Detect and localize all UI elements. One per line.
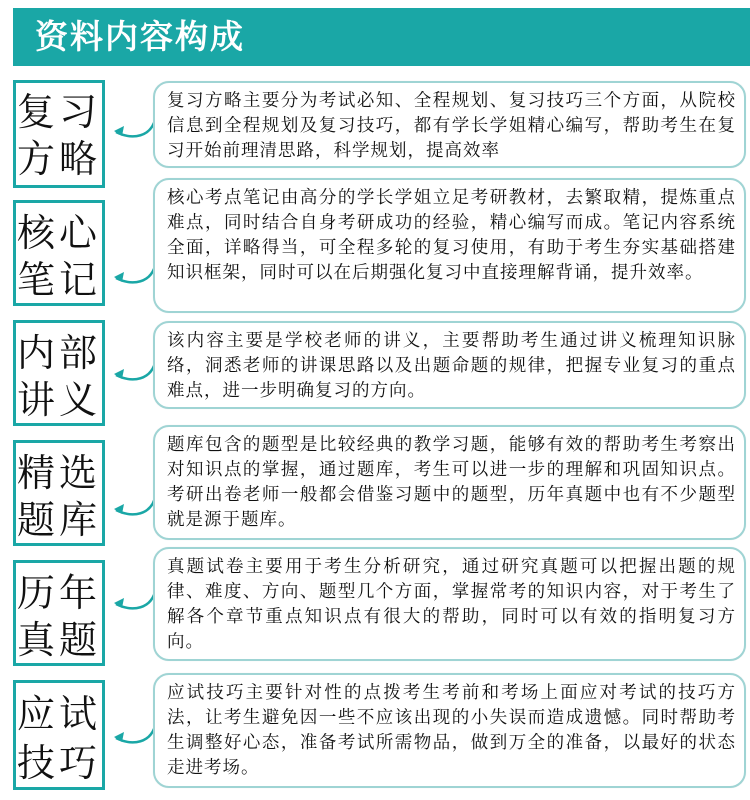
section-label-neibu-jiangyi: [13, 320, 105, 426]
section-label-line1: 历年: [16, 571, 101, 615]
section-description-text: 核心考点笔记由高分的学长学姐立足考研教材，去繁取精，提炼重点难点，同时结合自身考研成功的经验，精心编写而成。笔记内容系统全面，详略得当，可全程多轮的复习使用，有助于考生夯实基础搭建知识框架，同时可以在后期强化复习中直接理解背诵，提升效率。: [167, 188, 736, 283]
section-label-fuxi-fanglue: [13, 80, 105, 188]
section-label-jingxuan-tiku: [13, 440, 105, 546]
page-title: 资料内容构成: [35, 17, 245, 56]
section-label-line1: 核心: [16, 211, 101, 255]
section-label-line1: 内部: [16, 331, 101, 375]
section-label-line2: 真题: [16, 618, 101, 662]
section-label-hexin-biji: [13, 200, 105, 306]
section-description-box: [153, 673, 746, 788]
section-description-box: [153, 81, 746, 168]
section-label-yingshi-jiqiao: [13, 680, 105, 790]
section-description-box: [153, 178, 746, 313]
section-label-line1: 精选: [16, 451, 101, 495]
section-label-line1: 复习: [16, 90, 101, 134]
section-description-text: 题库包含的题型是比较经典的教学习题，能够有效的帮助考生考察出对知识点的掌握，通过题库，考生可以进一步的理解和巩固知识点。考研出卷老师一般都会借鉴习题中的题型，历年真题中也有不少题型就是源于题库。: [167, 435, 736, 530]
section-label-line2: 技巧: [16, 741, 101, 785]
section-label-line2: 讲义: [16, 378, 101, 422]
section-description-box: [153, 425, 746, 540]
section-description-text: 该内容主要是学校老师的讲义，主要帮助考生通过讲义梳理知识脉络，洞悉老师的讲课思路以及出题命题的规律，把握专业复习的重点难点，进一步明确复习的方向。: [167, 331, 736, 401]
section-description-text: 应试技巧主要针对性的点拨考生考前和考场上面应对考试的技巧方法，让考生避免因一些不应该出现的小失误而造成遗憾。同时帮助考生调整好心态，准备考试所需物品，做到万全的准备，以最好的状态走进考场。: [167, 683, 736, 778]
section-description-text: 复习方略主要分为考试必知、全程规划、复习技巧三个方面，从院校信息到全程规划及复习技巧，都有学长学姐精心编写，帮助考生在复习开始前理清思路，科学规划，提高效率: [167, 91, 736, 161]
section-label-line2: 题库: [16, 498, 101, 542]
section-description-text: 真题试卷主要用于考生分析研究，通过研究真题可以把握出题的规律、难度、方向、题型几个方面，掌握常考的知识内容，对于考生了解各个章节重点知识点有很大的帮助，同时可以有效的指明复习方向。: [167, 557, 736, 652]
header-banner: [13, 8, 750, 66]
section-label-line2: 笔记: [16, 258, 101, 302]
section-label-linian-zhenti: [13, 560, 105, 666]
section-description-box: [153, 547, 746, 661]
section-label-line1: 应试: [16, 692, 101, 736]
section-description-box: [153, 321, 746, 409]
section-label-line2: 方略: [16, 137, 101, 181]
